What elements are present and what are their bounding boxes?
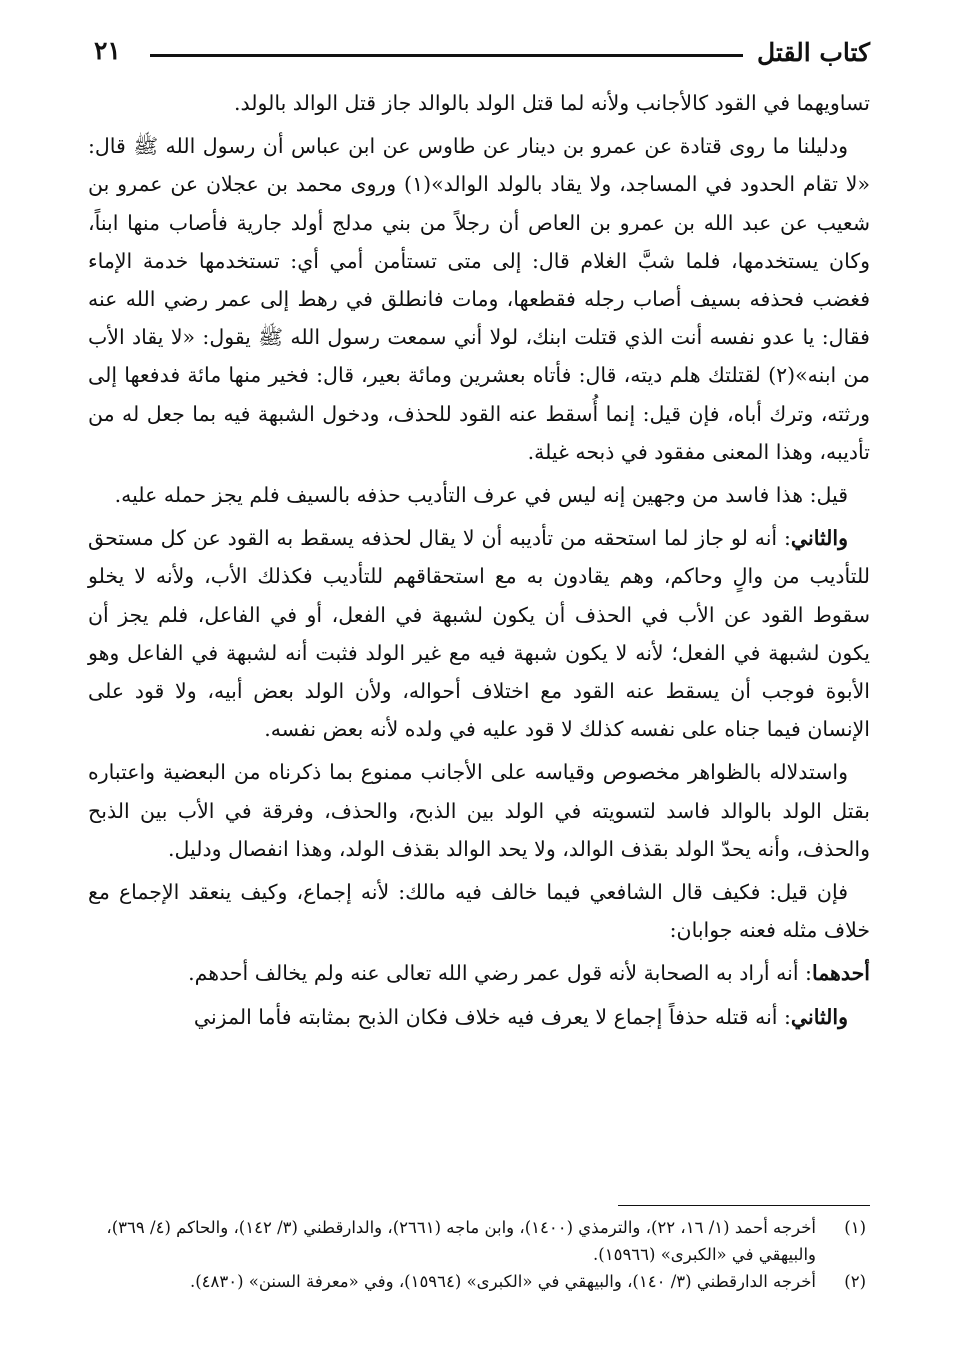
paragraph-lead: أحدهما [811,961,870,986]
chapter-title: كتاب القتل [757,38,870,67]
footnote-separator [618,1205,870,1206]
paragraph-text: فإن قيل: فكيف قال الشافعي فيما خالف فيه مالك: لأنه إجماع، وكيف ينعقد الإجماع مع خلاف مثله فعنه جوابان: [88,880,870,943]
footnote [88,1268,870,1295]
paragraph [88,873,870,949]
paragraph-lead: والثاني [790,526,848,551]
paragraph [88,753,870,868]
paragraph-text: : أنه لو جاز لما استحقه من تأديبه أن لا يقال لحذفه يسقط به القود عن كل مستحق للتأديب من والٍ وحاكم، وهم يقادون به مع استحقاقهم للتأديب فكذلك الأب، ولأنه لا يخلو سقوط القود عن الأب في الحذف أن يكون لشبهة في الفعل، أو في الفاعل، فلم يجز أن يكون لشبهة في الفعل؛ لأنه لا يكون شبهة فيه مع غير الولد فثبت أنه لشبهة في الفاعل وهو الأبوة فوجب أن يسقط عنه القود مع اختلاف أحواله، ولأن الولد بعض أبيه، ولا قود على الإنسان فيما جناه على نفسه كذلك لا قود عليه في ولده لأنه بعض نفسه. [88,526,870,742]
paragraph-lead: والثاني [790,1004,848,1029]
paragraph-text: قيل: هذا فاسد من وجهين إنه ليس في عرف التأديب حذفه بالسيف فلم يجز حمله عليه. [114,483,848,508]
paragraph-text: تساويهما في القود كالأجانب ولأنه لما قتل الولد بالوالد جاز قتل الوالد بالولد. [233,91,870,115]
paragraph [88,998,870,1036]
paragraph [88,954,870,992]
paragraph [88,519,870,748]
paragraph [88,127,870,471]
paragraph-text: : أنه أراد به الصحابة لأنه قول عمر رضي الله تعالى عنه ولم يخالف أحدهم. [188,961,812,986]
footnote-text: أخرجه أحمد (١/ ١٦، ٢٢)، والترمذي (١٤٠٠)، وابن ماجه (٢٦٦١)، والدارقطني (٣/ ١٤٢)، والحاكم (٤/ ٣٦٩)، والبيهقي في «الكبرى» (١٥٩٦٦). [106,1218,816,1264]
footnote-number: (٢) [844,1272,866,1291]
header-rule [150,54,743,57]
paragraph-text: ودليلنا ما روى قتادة عن عمرو بن دينار عن طاوس عن ابن عباس أن رسول الله ﷺ قال: «لا تقام الحدود في المساجد، ولا يقاد بالولد الوالد»(١) وروى محمد بن عجلان عن عمرو بن شعيب عن عبد الله بن عمرو بن العاص أن رجلاً من بني مدلج أولد جارية فأصاب منها ابناً، وكان يستخدمها، فلما شبَّ الغلام قال: إلى متى تستأمن أمي أي: تستخدمها خدمة الإماء فغضب فحذفه بسيف أصاب رجله فقطعها، ومات فانطلق في رهط إلى عمر رضي الله عنه فقال: يا عدو نفسه أنت الذي قتلت ابنك، لولا أني سمعت رسول الله ﷺ يقول: «لا يقاد الأب من ابنه»(٢) لقتلتك هلم ديته، قال: فأتاه بعشرين ومائة بعير، قال: فخير منها مائة فدفعها إلى ورثته، وترك أباه، فإن قيل: إنما أُسقط عنه القود للحذف، ودخول الشبهة فيه بما جعل له من تأديبه، وهذا المعنى مفقود في ذبحه غيلة. [88,134,871,464]
footnote-number: (١) [844,1218,866,1237]
footnotes [88,1214,870,1295]
paragraph-text: واستدلاله بالظواهر مخصوص وقياسه على الأجانب ممنوع بما ذكرناه من البعضية واعتباره بقتل الولد بالوالد فاسد لتسويته في الولد بين الذبح، والحذف، وفرقة في الأب بين الذبح والحذف، وأنه يحدّ الولد بقذف الوالد، ولا يحد الوالد بقذف الولد، وهذا انفصال ودليل. [88,760,870,861]
paragraph-text: : أنه قتله حذفاً إجماع لا يعرف فيه خلاف فكان الذبح بمثابته فأما المزني [193,1004,791,1029]
footnote-text: أخرجه الدارقطني (٣/ ١٤٠)، والبيهقي في «الكبرى» (١٥٩٦٤)، وفي «معرفة السنن» (٤٨٣٠). [189,1272,816,1291]
page-number: ٢١ [94,36,121,65]
paragraph [88,476,870,514]
paragraph [88,84,870,122]
main-text [88,84,870,1036]
page-header [88,34,870,74]
footnote [88,1214,870,1268]
